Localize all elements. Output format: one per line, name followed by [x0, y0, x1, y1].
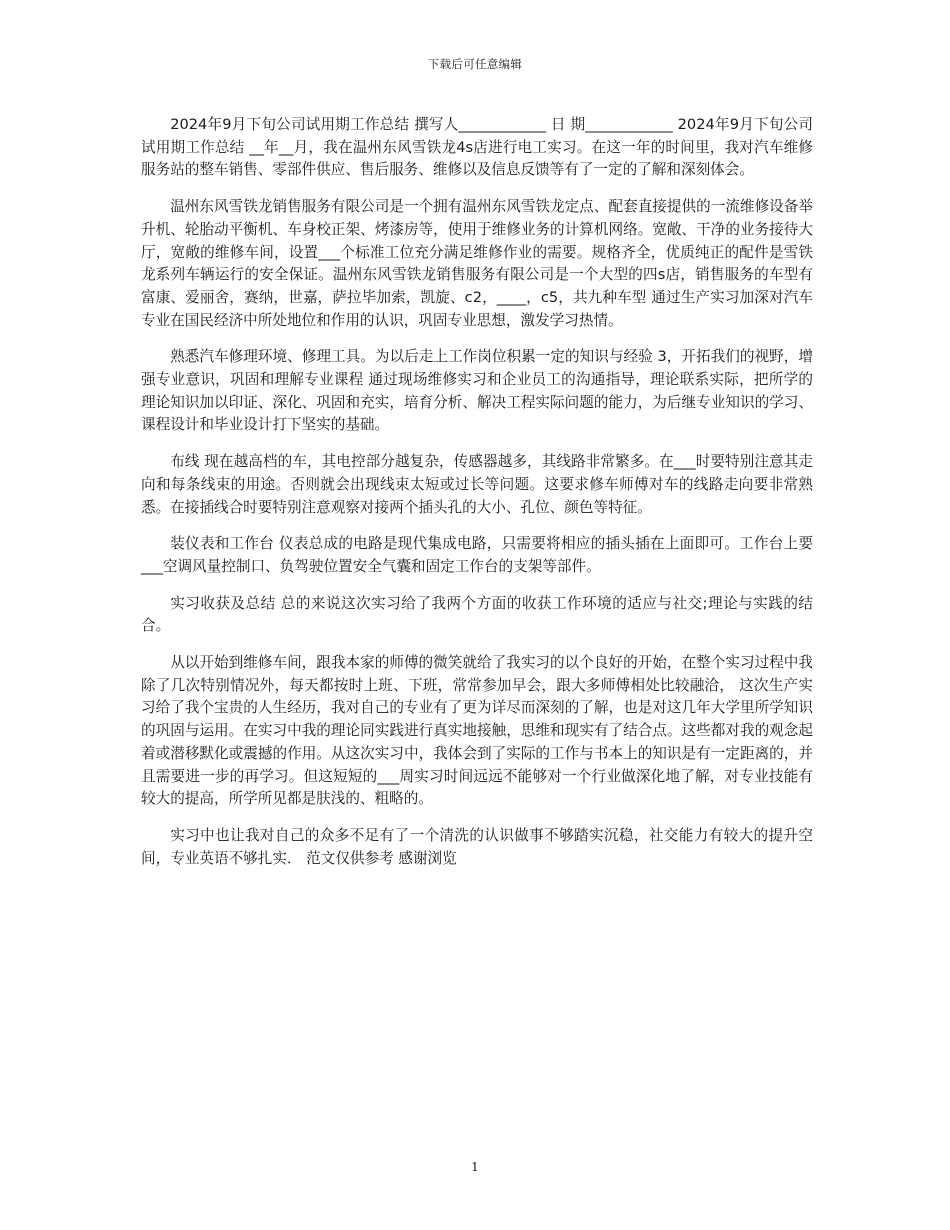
paragraph-dashboard: 装仪表和工作台 仪表总成的电路是现代集成电路，只需要将相应的插头插在上面即可。工作台上要___空调风量控制口、负驾驶位置安全气囊和固定工作台的支架等部件。: [141, 535, 813, 575]
paragraph-shortcomings: 实习中也让我对自己的众多不足有了一个清洗的认识做事不够踏实沉稳，社交能力有较大的提升空间，专业英语不够扎实． 范文仅供参考 感谢浏览: [141, 826, 813, 867]
paragraph-experience: 从以开始到维修车间，跟我本家的师傅的微笑就给了我实习的以个良好的开始，在整个实习过程中我除了几次特别情况外，每天都按时上班、下班，常常参加早会，跟大多师傅相处比较融洽， 这次生产实习给了我个宝贵的人生经历，我对自己的专业有了更为详尽而深刻的了解，也是对这几年大学里所学知识的巩固与运用。在实习中我的理论同实践进行真实地接触，思维和现实有了结合点。这些都对我的观念起着或潜移默化或震撼的作用。从这次实习中，我体会到了实际的工作与书本上的知识是有一定距离的，并且需要进一步的再学习。但这短短的___周实习时间远远不能够对一个行业做深化地了解，对专业技能有较大的提高，所学所见都是肤浅的、粗略的。: [141, 654, 813, 808]
page-header-note: 下载后可任意编辑: [427, 57, 523, 71]
paragraph-company: 温州东风雪铁龙销售服务有限公司是一个拥有温州东风雪铁龙定点、配套直接提供的一流维修设备举升机、轮胎动平衡机、车身校正架、烤漆房等，使用于维修业务的计算机网络。宽敞、干净的业务接待大厅，宽敞的维修车间，设置___个标准工位充分满足维修作业的需要。规格齐全，优质纯正的配件是雪铁龙系列车辆运行的安全保证。温州东风雪铁龙销售服务有限公司是一个大型的四s店，销售服务的车型有富康、爱丽舍，赛纳，世嘉，萨拉毕加索，凯旋、c2，____，c5，共九种车型 通过生产实习加深对汽车专业在国民经济中所处地位和作用的认识，巩固专业思想，激发学习热情。: [141, 198, 813, 329]
paragraph-environment: 熟悉汽车修理环境、修理工具。为以后走上工作岗位积累一定的知识与经验 3，开拓我们的视野，增强专业意识，巩固和理解专业课程 通过现场维修实习和企业员工的沟通指导，理论联系实际，把所学的理论知识加以印证、深化、巩固和充实，培育分析、解决工程实际问题的能力，为后继专业知识的学习、课程设计和毕业设计打下坚实的基础。: [141, 348, 813, 434]
paragraph-intro: 2024年9月下旬公司试用期工作总结 撰写人____________ 日 期____________ 2024年9月下旬公司试用期工作总结 __年__月，我在温州东风雪铁龙4s店进行电工实习。在这一年的时间里，我对汽车维修服务站的整车销售、零部件供应、售后服务、维修以及信息反馈等有了一定的了解和深刻体会。: [141, 116, 813, 179]
document-body: [141, 114, 813, 884]
paragraph-wiring: 布线 现在越高档的车，其电控部分越复杂，传感器越多，其线路非常繁多。在___时要特别注意其走向和每条线束的用途。否则就会出现线束太短或过长等问题。这要求修车师傅对车的线路走向要非常熟悉。在接插线合时要特别注意观察对接两个插头孔的大小、孔位、颜色等特征。: [141, 453, 813, 516]
paragraph-summary: 实习收获及总结 总的来说这次实习给了我两个方面的收获工作环境的适应与社交;理论与实践的结合。: [141, 594, 813, 635]
page-number: 1: [471, 1160, 479, 1174]
